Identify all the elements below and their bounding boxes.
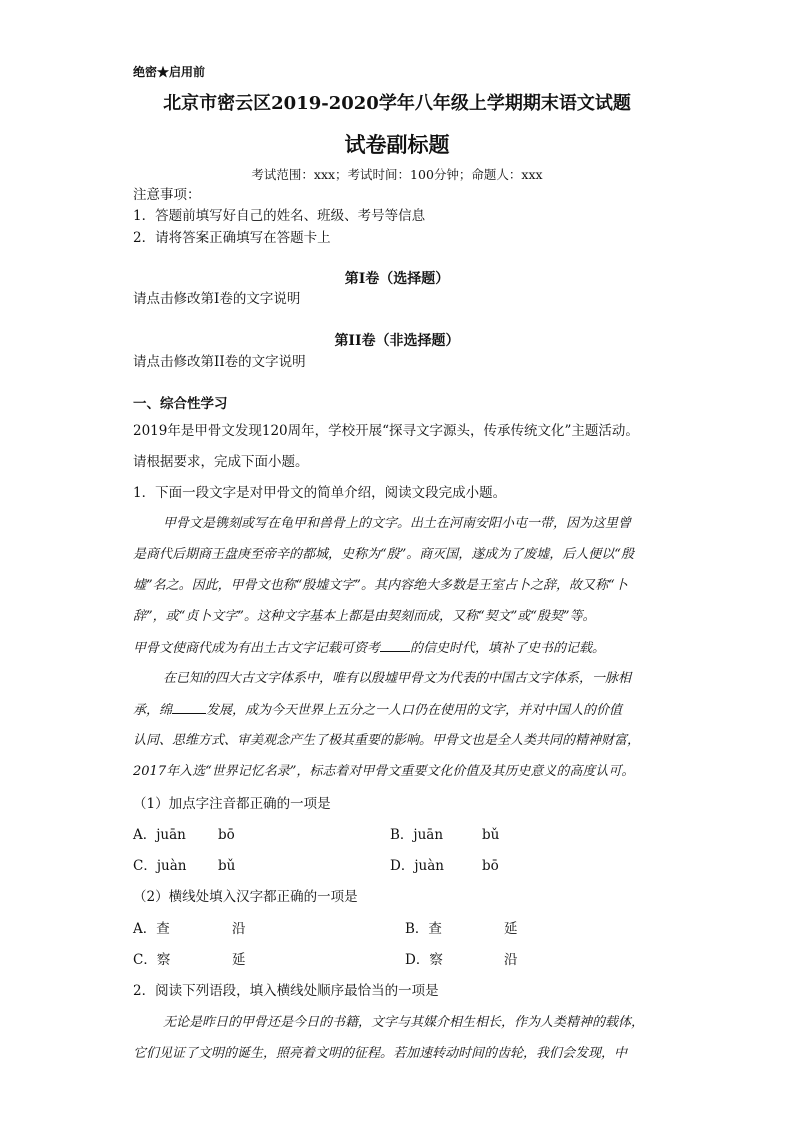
- note-item: 2．请将答案正确填写在答题卡上: [133, 230, 331, 246]
- option-b-second: bǔ: [482, 827, 500, 843]
- option-a-second: bō: [218, 827, 235, 843]
- option-c[interactable]: C．juàn: [133, 858, 187, 874]
- volume2-title: 第II卷（非选择题）: [334, 333, 460, 349]
- option-c-second: bǔ: [218, 858, 236, 874]
- option-b[interactable]: B．juān: [390, 827, 444, 843]
- passage-line: 是商代后期商王盘庚至帝辛的都城，史称为“殷”。商灭国，遂成为了废墟，后人便以“殷: [133, 547, 634, 562]
- question-2-stem: 2．阅读下列语段，填入横线处顺序最恰当的一项是: [133, 983, 439, 999]
- option-d-second: 沿: [504, 952, 518, 968]
- passage-line: [133, 701, 622, 720]
- fill-blank[interactable]: [172, 701, 206, 714]
- option-c[interactable]: C．察: [133, 952, 171, 968]
- section-intro: 2019年是甲骨文发现120周年，学校开展“探寻文字源头，传承传统文化”主题活动。: [133, 423, 639, 439]
- section-heading: 一、综合性学习: [133, 396, 228, 412]
- exam-subtitle: 试卷副标题: [344, 132, 450, 157]
- option-b-second: 延: [504, 921, 518, 937]
- passage-fragment: 甲骨文使商代成为有出土古文字记载可资考: [133, 641, 381, 656]
- option-c-second: 延: [232, 952, 246, 968]
- volume1-title: 第I卷（选择题）: [344, 271, 450, 287]
- passage-line: 认同、思维方式、审美观念产生了极其重要的影响。甲骨文也是全人类共同的精神财富，: [133, 733, 641, 748]
- subquestion-1-stem: （1）加点字注音都正确的一项是: [133, 796, 331, 812]
- secret-label: 绝密★启用前: [133, 65, 206, 79]
- passage-fragment: 的信史时代，填补了史书的记载。: [410, 641, 606, 656]
- option-d[interactable]: D．juàn: [390, 858, 444, 874]
- option-a[interactable]: A．查: [133, 921, 170, 937]
- option-d-second: bō: [482, 858, 499, 874]
- option-a-second: 沿: [232, 921, 246, 937]
- option-d[interactable]: D．察: [405, 952, 443, 968]
- passage-fragment: 发展，成为今天世界上五分之一人口仍在使用的文字，并对中国人的价值: [206, 703, 623, 718]
- exam-title: 北京市密云区2019-2020学年八年级上学期期末语文试题: [163, 93, 631, 114]
- passage-line: [133, 639, 605, 658]
- question-1-stem: 1．下面一段文字是对甲骨文的简单介绍，阅读文段完成小题。: [133, 485, 507, 501]
- notes-heading: 注意事项：: [133, 187, 201, 203]
- option-a[interactable]: A．juān: [133, 827, 186, 843]
- passage-line: 2017年入选“世界记忆名录”，标志着对甲骨文重要文化价值及其历史意义的高度认可。: [133, 764, 635, 779]
- volume1-desc[interactable]: 请点击修改第I卷的文字说明: [133, 291, 301, 307]
- volume2-desc[interactable]: 请点击修改第II卷的文字说明: [133, 354, 306, 370]
- passage-line: 甲骨文是镌刻或写在龟甲和兽骨上的文字。出土在河南安阳小屯一带，因为这里曾: [163, 516, 632, 531]
- section-intro: 请根据要求，完成下面小题。: [133, 454, 309, 470]
- fill-blank[interactable]: [380, 639, 410, 652]
- passage-line: 在已知的四大古文字体系中，唯有以殷墟甲骨文为代表的中国古文字体系，一脉相: [163, 671, 632, 686]
- passage-line: 无论是昨日的甲骨还是今日的书籍，文字与其媒介相生相长，作为人类精神的载体，: [163, 1015, 645, 1030]
- passage-line: 辞”，或“贞卜文字”。这种文字基本上都是由契刻而成，又称“契文”或“殷契”等。: [133, 609, 596, 624]
- passage-line: 它们见证了文明的诞生，照亮着文明的征程。若加速转动时间的齿轮，我们会发现，中: [133, 1046, 628, 1061]
- exam-info: 考试范围：xxx；考试时间：100分钟；命题人：xxx: [251, 167, 543, 182]
- subquestion-2-stem: （2）横线处填入汉字都正确的一项是: [133, 889, 358, 905]
- passage-fragment: 承，绵: [133, 703, 173, 718]
- note-item: 1．答题前填写好自己的姓名、班级、考号等信息: [133, 208, 426, 224]
- option-b[interactable]: B．查: [405, 921, 442, 937]
- passage-line: 墟”名之。因此，甲骨文也称“殷墟文字”。其内容绝大多数是王室占卜之辞，故又称“卜: [133, 578, 628, 593]
